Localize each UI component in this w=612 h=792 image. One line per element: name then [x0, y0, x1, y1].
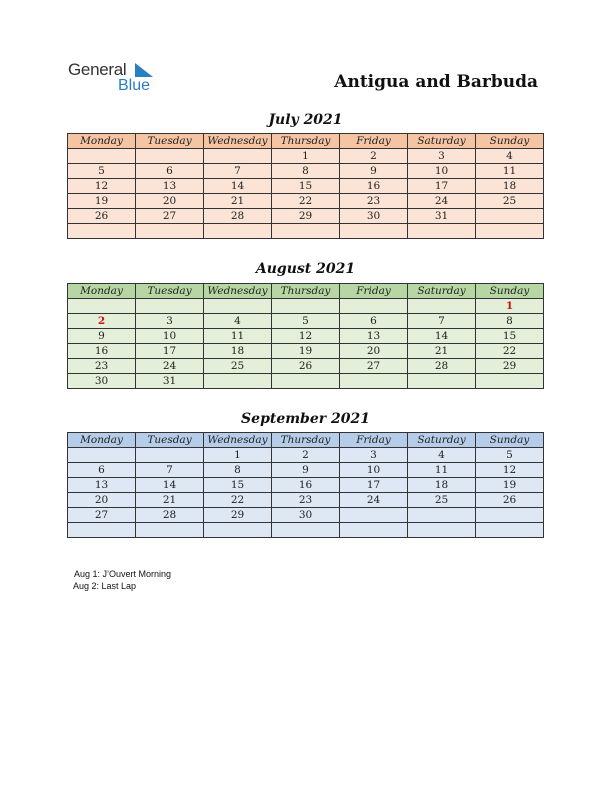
day-cell	[136, 299, 204, 314]
day-cell: 2	[340, 149, 408, 164]
day-cell: 16	[340, 179, 408, 194]
day-cell: 1	[272, 149, 340, 164]
week-row	[68, 359, 544, 374]
day-cell: 28	[204, 209, 272, 224]
day-cell: 13	[340, 329, 408, 344]
month-calendar-table	[67, 133, 544, 239]
day-cell: 29	[272, 209, 340, 224]
day-cell: 11	[408, 463, 476, 478]
week-row	[68, 344, 544, 359]
day-cell: 20	[68, 493, 136, 508]
weekday-header: Monday	[68, 284, 136, 299]
day-cell	[340, 508, 408, 523]
day-cell: 22	[204, 493, 272, 508]
weekday-header: Tuesday	[136, 134, 204, 149]
week-row	[68, 463, 544, 478]
day-cell	[340, 523, 408, 538]
week-row	[68, 478, 544, 493]
weekday-header: Friday	[340, 433, 408, 448]
country-title: Antigua and Barbuda	[334, 72, 538, 92]
week-row	[68, 523, 544, 538]
day-cell: 21	[204, 194, 272, 209]
day-cell: 17	[340, 478, 408, 493]
day-cell: 25	[476, 194, 544, 209]
day-cell: 7	[136, 463, 204, 478]
general-blue-logo	[68, 60, 168, 96]
day-cell: 26	[476, 493, 544, 508]
holiday-note: Aug 2: Last Lap	[73, 581, 137, 591]
day-cell: 10	[340, 463, 408, 478]
weekday-header: Wednesday	[204, 284, 272, 299]
holiday-day-cell: 1	[476, 299, 544, 314]
day-cell: 11	[476, 164, 544, 179]
day-cell: 13	[136, 179, 204, 194]
day-cell: 18	[408, 478, 476, 493]
month-title: August 2021	[255, 261, 356, 277]
day-cell	[272, 523, 340, 538]
day-cell	[408, 508, 476, 523]
day-cell: 27	[68, 508, 136, 523]
day-cell: 8	[476, 314, 544, 329]
week-row	[68, 448, 544, 463]
day-cell: 9	[340, 164, 408, 179]
day-cell: 31	[136, 374, 204, 389]
day-cell	[272, 299, 340, 314]
day-cell	[204, 523, 272, 538]
day-cell: 7	[408, 314, 476, 329]
day-cell: 24	[340, 493, 408, 508]
weekday-header: Monday	[68, 134, 136, 149]
day-cell	[340, 224, 408, 239]
day-cell: 20	[136, 194, 204, 209]
day-cell: 18	[204, 344, 272, 359]
logo-triangle-icon	[135, 63, 153, 77]
day-cell: 6	[68, 463, 136, 478]
month-title: July 2021	[268, 112, 343, 128]
day-cell: 13	[68, 478, 136, 493]
weekday-header: Tuesday	[136, 284, 204, 299]
day-cell: 3	[408, 149, 476, 164]
day-cell: 21	[136, 493, 204, 508]
day-cell: 6	[136, 164, 204, 179]
weekday-header: Sunday	[476, 134, 544, 149]
day-cell	[204, 299, 272, 314]
month-title: September 2021	[241, 411, 370, 427]
weekday-header: Sunday	[476, 433, 544, 448]
day-cell	[476, 209, 544, 224]
day-cell: 26	[272, 359, 340, 374]
weekday-header: Wednesday	[204, 134, 272, 149]
weekday-header: Saturday	[408, 433, 476, 448]
day-cell	[476, 508, 544, 523]
week-row	[68, 164, 544, 179]
day-cell	[204, 224, 272, 239]
week-row	[68, 224, 544, 239]
day-cell: 12	[68, 179, 136, 194]
week-row	[68, 374, 544, 389]
day-cell	[68, 448, 136, 463]
weekday-header: Friday	[340, 284, 408, 299]
day-cell: 15	[204, 478, 272, 493]
day-cell: 20	[340, 344, 408, 359]
day-cell	[204, 149, 272, 164]
month-calendar-table	[67, 283, 544, 389]
day-cell: 22	[272, 194, 340, 209]
day-cell	[408, 299, 476, 314]
day-cell: 3	[136, 314, 204, 329]
day-cell: 5	[272, 314, 340, 329]
holiday-day-cell: 2	[68, 314, 136, 329]
day-cell: 9	[68, 329, 136, 344]
day-cell	[136, 523, 204, 538]
day-cell: 28	[408, 359, 476, 374]
holiday-note: Aug 1: J’Ouvert Morning	[74, 569, 172, 579]
day-cell	[68, 149, 136, 164]
day-cell: 24	[136, 359, 204, 374]
weekday-header: Thursday	[272, 134, 340, 149]
day-cell: 5	[68, 164, 136, 179]
day-cell	[408, 224, 476, 239]
day-cell: 8	[272, 164, 340, 179]
day-cell: 7	[204, 164, 272, 179]
holiday-notes	[74, 568, 171, 592]
day-cell	[408, 523, 476, 538]
day-cell	[136, 224, 204, 239]
day-cell: 18	[476, 179, 544, 194]
day-cell: 12	[272, 329, 340, 344]
weekday-header: Friday	[340, 134, 408, 149]
day-cell: 14	[204, 179, 272, 194]
day-cell: 2	[272, 448, 340, 463]
day-cell	[136, 149, 204, 164]
weekday-header: Monday	[68, 433, 136, 448]
day-cell: 5	[476, 448, 544, 463]
day-cell	[340, 299, 408, 314]
day-cell: 16	[272, 478, 340, 493]
day-cell: 22	[476, 344, 544, 359]
day-cell: 24	[408, 194, 476, 209]
day-cell: 29	[204, 508, 272, 523]
day-cell: 23	[68, 359, 136, 374]
weekday-header: Saturday	[408, 284, 476, 299]
day-cell	[204, 374, 272, 389]
day-cell: 21	[408, 344, 476, 359]
week-row	[68, 508, 544, 523]
week-row	[68, 209, 544, 224]
day-cell: 27	[340, 359, 408, 374]
weekday-header: Saturday	[408, 134, 476, 149]
day-cell: 8	[204, 463, 272, 478]
weekday-header-row	[68, 284, 544, 299]
day-cell: 26	[68, 209, 136, 224]
day-cell: 30	[340, 209, 408, 224]
day-cell: 25	[204, 359, 272, 374]
day-cell: 27	[136, 209, 204, 224]
day-cell	[476, 224, 544, 239]
day-cell: 16	[68, 344, 136, 359]
weekday-header: Tuesday	[136, 433, 204, 448]
day-cell: 4	[204, 314, 272, 329]
day-cell: 14	[136, 478, 204, 493]
week-row	[68, 299, 544, 314]
week-row	[68, 314, 544, 329]
day-cell	[136, 448, 204, 463]
day-cell: 31	[408, 209, 476, 224]
day-cell: 10	[408, 164, 476, 179]
weekday-header: Sunday	[476, 284, 544, 299]
day-cell: 4	[408, 448, 476, 463]
day-cell: 10	[136, 329, 204, 344]
logo-word-blue: Blue	[118, 77, 151, 94]
week-row	[68, 149, 544, 164]
day-cell: 23	[340, 194, 408, 209]
day-cell: 15	[272, 179, 340, 194]
day-cell: 23	[272, 493, 340, 508]
day-cell	[408, 374, 476, 389]
day-cell	[476, 523, 544, 538]
day-cell: 17	[408, 179, 476, 194]
day-cell	[68, 299, 136, 314]
day-cell: 25	[408, 493, 476, 508]
week-row	[68, 194, 544, 209]
day-cell: 17	[136, 344, 204, 359]
day-cell	[68, 224, 136, 239]
week-row	[68, 179, 544, 194]
day-cell: 19	[272, 344, 340, 359]
weekday-header: Thursday	[272, 284, 340, 299]
day-cell: 29	[476, 359, 544, 374]
day-cell: 19	[476, 478, 544, 493]
month-calendar-table	[67, 432, 544, 538]
day-cell	[272, 374, 340, 389]
day-cell	[272, 224, 340, 239]
day-cell: 30	[68, 374, 136, 389]
day-cell: 19	[68, 194, 136, 209]
logo-word-general: General	[68, 60, 127, 79]
day-cell: 1	[204, 448, 272, 463]
day-cell: 4	[476, 149, 544, 164]
week-row	[68, 493, 544, 508]
day-cell: 14	[408, 329, 476, 344]
day-cell: 11	[204, 329, 272, 344]
weekday-header: Thursday	[272, 433, 340, 448]
day-cell	[340, 374, 408, 389]
day-cell	[476, 374, 544, 389]
day-cell	[68, 523, 136, 538]
day-cell: 30	[272, 508, 340, 523]
weekday-header-row	[68, 134, 544, 149]
day-cell: 28	[136, 508, 204, 523]
weekday-header-row	[68, 433, 544, 448]
day-cell: 3	[340, 448, 408, 463]
weekday-header: Wednesday	[204, 433, 272, 448]
day-cell: 6	[340, 314, 408, 329]
day-cell: 12	[476, 463, 544, 478]
day-cell: 9	[272, 463, 340, 478]
week-row	[68, 329, 544, 344]
day-cell: 15	[476, 329, 544, 344]
